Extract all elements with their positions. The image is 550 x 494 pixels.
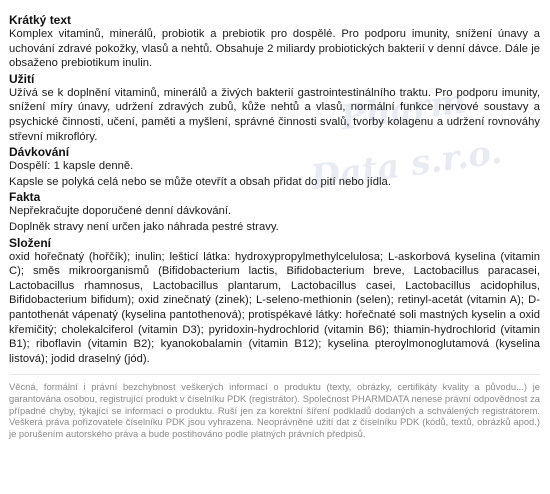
- heading-usage: Užití: [9, 71, 35, 86]
- heading-facts: Fakta: [9, 190, 41, 205]
- section-facts: [9, 190, 540, 234]
- heading-dosage: Dávkování: [9, 145, 70, 160]
- section-usage: [9, 72, 540, 144]
- dosage-line-1: Dospělí: 1 kapsle denně.: [9, 160, 134, 173]
- heading-short-text: Krátký text: [9, 13, 72, 27]
- section-composition: [9, 236, 540, 367]
- disclaimer-divider: [9, 374, 540, 375]
- watermark-line-1: Pharm: [337, 81, 469, 139]
- facts-line-2: Doplněk stravy není určen jako náhrada pestré stravy.: [9, 220, 279, 233]
- short-text-body: Komplex vitaminů, minerálů, probiotik a prebiotik pro dospělé. Pro podporu imunity, snížení únavy a uchování zdravé pokožky, vlasů a nehtů. Obsahuje 2 miliardy probiotických bakterií v denní dávce. Dále je obsaženo prebiotikum inulin.: [9, 28, 540, 70]
- product-info: [9, 13, 540, 367]
- section-dosage: [9, 145, 540, 189]
- usage-body: Užívá se k doplnění vitaminů, minerálů a živých bakterií gastrointestinálního traktu. Pro podporu imunity, snížení míry únavy, udržení zdravých zubů, kůže nehtů a vlasů, normální funkce nervové soustavy a psychické činnosti, učení, paměti a myšlení, správné činnosti svalů, tvorby kolagenu a udržení rovnováhy střevní mikroflóry.: [9, 86, 540, 143]
- composition-body: oxid hořečnatý (hořčík); inulin; lešticí látka: hydroxypropylmethylcelulosa; L-askorbová kyselina (vitamin C); směs mikroorganismů (Bifidobacterium lactis, Bifidobacterium breve, Lactobacillus paracasei, Lactobacillus rhamnosus, Lactobacillus plantarum, Lactobacillus casei, Lactobacillus acidophilus, Bifidobacterium bifidum); oxid zinečnatý (zinek); L-seleno-methionin (selen); retinyl-acetát (vitamin A); D-pantothenát vápenatý (kyselina pantothenová); protispékavé látky: hořečnaté soli mastných kyselin a oxid křemičitý; cholekalciferol (vitamin D3); pyridoxin-hydrochlorid (vitamin B6); thiamin-hydrochlorid (vitamin B1); riboflavin (vitamin B2); kyanokobalamin (vitamin B12); kyselina pteroylmonoglutamová (kyselina listová); jodid draselný (jód).: [9, 250, 540, 365]
- section-short-text: [9, 13, 540, 71]
- disclaimer-text: Věcná, formální i právní bezchybnost veškerých informací o produktu (texty, obrázky, certifikáty kvality a původu...) je garantována osobou, registrující produkt v číselníku PDK (registrátor). Společnost PHARMDATA nenese právní odpovědnost za případné chyby, týkající se informací o produktu. Ruší jen za korektní šíření podkladů dodaných a schválených registrátorem. Veškerá práva pořizovatele číselníku PDK jsou vyhrazena. Neoprávněné užití dat z číselníku PDK (kódů, textů, obrázků apod.) je porušením autorského práva a bude postihováno podle platných právních předpisů.: [9, 381, 540, 440]
- facts-line-1: Nepřekračujte doporučené denní dávkování.: [9, 205, 232, 218]
- heading-composition: Složení: [9, 235, 52, 250]
- dosage-line-2: Kapsle se polyká celá nebo se může otevřít a obsah přidat do pití nebo jídla.: [9, 175, 391, 188]
- watermark-line-2: Data s.r.o.: [308, 131, 505, 199]
